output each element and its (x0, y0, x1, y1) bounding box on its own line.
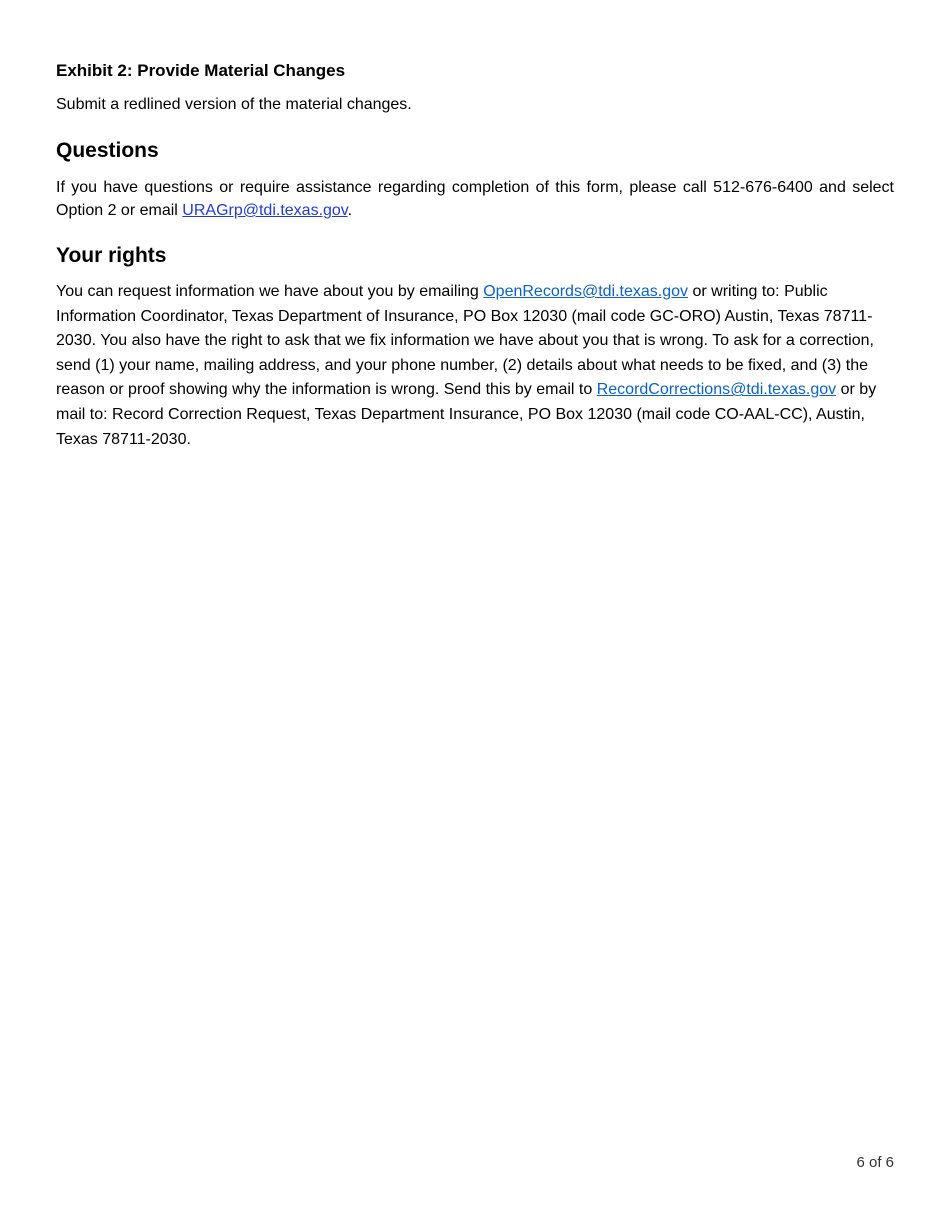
uragrp-email-link[interactable]: URAGrp@tdi.texas.gov (182, 202, 348, 219)
exhibit-text: Submit a redlined version of the material changes. (56, 96, 412, 113)
questions-paragraph (56, 176, 894, 222)
openrecords-email-link[interactable]: OpenRecords@tdi.texas.gov (483, 283, 689, 300)
page-number: 6 of 6 (856, 1154, 894, 1171)
questions-text-before: If you have questions or require assistance regarding completion of this form, please call 512-676-6400 and select Option 2 or email (56, 179, 894, 219)
recordcorrections-email-link[interactable]: RecordCorrections@tdi.texas.gov (596, 381, 837, 399)
rights-text-1: You can request information we have about you by emailing (56, 283, 484, 300)
rights-heading: Your rights (56, 244, 167, 267)
rights-paragraph (56, 280, 894, 452)
rights-text-3: or by mail to: Record Correction Request, Texas Department Insurance, PO Box 12030 (mail code CO-AAL-CC), Austin, Texas 78711-2030. (56, 381, 877, 448)
questions-text-after: . (347, 202, 353, 219)
document-page (56, 0, 894, 1230)
exhibit-heading: Exhibit 2: Provide Material Changes (56, 61, 346, 80)
questions-heading: Questions (56, 139, 159, 162)
rights-text-2: or writing to: Public Information Coordinator, Texas Department of Insurance, PO Box 12030 (mail code GC-ORO) Austin, Texas 78711-2030. You also have the right to ask that we fix information we have about you that is wrong. To ask for a correction, send (1) your name, mailing address, and your phone number, (2) details about what needs to be fixed, and (3) the reason or proof showing why the information is wrong. Send this by email to (56, 283, 874, 399)
